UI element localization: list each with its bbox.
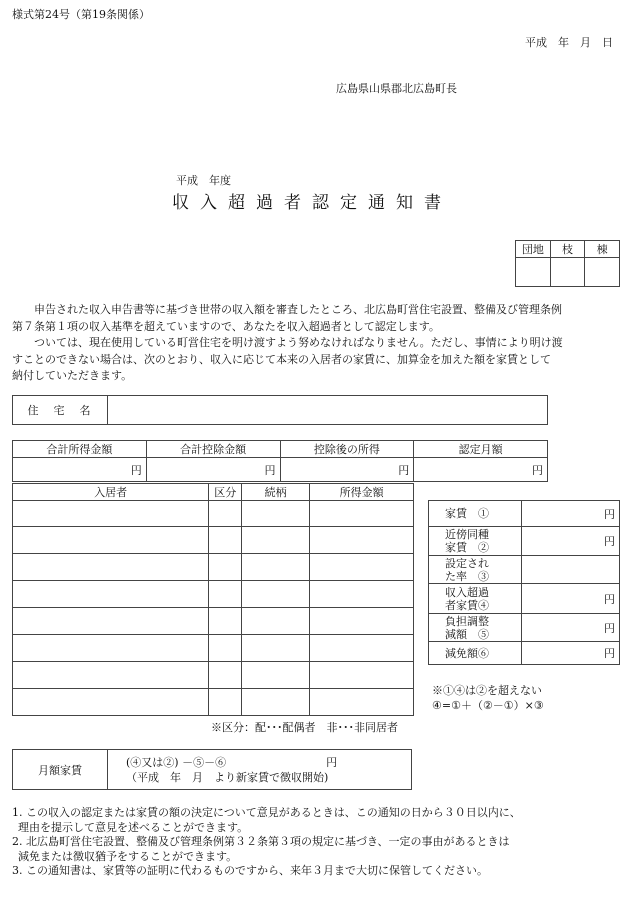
after-deduction-cell[interactable]: 円 [280,458,414,482]
resident-category-cell[interactable] [209,608,242,635]
rent-value-cell[interactable]: 円 [522,501,620,527]
income-header: 控除後の所得 [280,441,414,458]
monthly-rent-formula: (④又は②) －⑤－⑥ [126,755,227,769]
resident-category-cell[interactable] [209,635,242,662]
unit-header-mune: 棟 [585,241,620,258]
resident-header: 入居者 [13,484,209,501]
footnote-line: 理由を提示して意見を述べることができます。 [18,820,249,834]
set-rate-cell[interactable] [522,556,620,584]
resident-category-cell[interactable] [209,554,242,581]
resident-income-cell[interactable] [310,554,414,581]
body-line: 納付していただきます。 [12,369,133,382]
unit-danchi-cell[interactable] [516,258,551,287]
rent-label [429,584,522,614]
income-header: 認定月額 [414,441,548,458]
monthly-rent-note: （平成 年 月 より新家賃で徴収開始) [126,770,329,784]
rent-label-line: た率 ③ [445,569,489,583]
body-line: ついては、現在使用している町営住宅を明け渡すよう努めなければなりません。ただし、事情により明け渡 [34,336,563,349]
residence-table [12,395,548,425]
resident-table [12,483,414,716]
unit-eda-cell[interactable] [550,258,585,287]
rent-label-line: 家賃 ① [445,507,489,520]
issuer-name: 広島県山県郡北広島町長 [336,82,457,95]
monthly-rent-table [12,749,412,790]
body-line: 第７条第１項の収入基準を超えていますので、あなたを収入超過者として認定します。 [12,319,440,333]
resident-category-cell[interactable] [209,581,242,608]
income-header: 合計控除金額 [146,441,280,458]
formula-note-line: ※①④は②を超えない [432,684,542,697]
resident-name-cell[interactable] [13,501,209,527]
form-number: 様式第24号（第19条関係） [12,8,150,21]
rent-label-line: 設定され [445,556,489,570]
table-row [13,689,414,716]
resident-relation-cell[interactable] [242,554,310,581]
rent-label [429,501,522,527]
resident-category-cell[interactable] [209,527,242,554]
resident-name-cell[interactable] [13,635,209,662]
monthly-rent-label: 月額家賃 [13,750,108,790]
resident-income-cell[interactable] [310,689,414,716]
rent-label [429,527,522,556]
total-income-cell[interactable]: 円 [13,458,147,482]
resident-name-cell[interactable] [13,662,209,689]
resident-relation-cell[interactable] [242,689,310,716]
resident-relation-cell[interactable] [242,527,310,554]
formula-note-line: ④=①＋（②－①）×③ [432,699,544,712]
rent-table [428,500,620,665]
footnotes [12,806,622,879]
rent-label [429,556,522,584]
income-header: 合計所得金額 [13,441,147,458]
body-text [12,302,622,385]
residence-label: 住 宅 名 [13,396,108,425]
monthly-rent-unit: 円 [326,755,338,769]
monthly-amount-cell[interactable]: 円 [414,458,548,482]
income-table [12,440,548,482]
rent-label-line: 収入超過 [445,585,489,599]
resident-income-cell[interactable] [310,635,414,662]
resident-header: 所得金額 [310,484,414,501]
rent-label-line: 負担調整 [445,614,489,628]
table-row [13,554,414,581]
total-deduction-cell[interactable]: 円 [146,458,280,482]
monthly-rent-value-cell[interactable] [108,750,412,790]
resident-name-cell[interactable] [13,689,209,716]
table-row [13,527,414,554]
rent-label-line: 減免額⑥ [445,646,489,660]
resident-category-cell[interactable] [209,689,242,716]
resident-income-cell[interactable] [310,527,414,554]
rent-label-line: 近傍同種 [445,528,489,541]
table-row [13,635,414,662]
body-line: すことのできない場合は、次のとおり、収入に応じて本来の入居者の家賃に、加算金を加えた額を家賃として [12,352,551,366]
table-row [13,608,414,635]
category-note: ※区分：配･･･配偶者 非･･･非同居者 [211,721,398,734]
rent-label-line: 減額 ⑤ [445,627,489,641]
over-income-rent-cell[interactable]: 円 [522,584,620,614]
resident-name-cell[interactable] [13,581,209,608]
reduction-cell[interactable]: 円 [522,642,620,665]
table-row [13,581,414,608]
footnote-line: 減免または徴収猶予をすることができます。 [18,849,238,863]
resident-category-cell[interactable] [209,501,242,527]
resident-income-cell[interactable] [310,501,414,527]
unit-header-eda: 枝 [550,241,585,258]
resident-category-cell[interactable] [209,662,242,689]
issue-date: 平成 年 月 日 [525,36,613,49]
rent-label [429,614,522,642]
resident-name-cell[interactable] [13,527,209,554]
document-title: 収入超過者認定通知書 [172,193,452,213]
neighbor-rent-cell[interactable]: 円 [522,527,620,556]
rent-label-line: 者家賃④ [445,598,489,612]
burden-adjust-cell[interactable]: 円 [522,614,620,642]
table-row [13,662,414,689]
resident-relation-cell[interactable] [242,662,310,689]
unit-mune-cell[interactable] [585,258,620,287]
resident-income-cell[interactable] [310,581,414,608]
resident-header: 区分 [209,484,242,501]
resident-relation-cell[interactable] [242,581,310,608]
unit-header-danchi: 団地 [516,241,551,258]
residence-name-field[interactable] [108,396,548,425]
formula-note [432,683,544,713]
unit-table [515,240,620,287]
resident-header: 続柄 [242,484,310,501]
footnote-line: 2. 北広島町営住宅設置、整備及び管理条例第３２条第３項の規定に基づき、一定の事由があるときは [12,835,510,848]
rent-label-line: 家賃 ② [445,541,489,554]
footnote-line: 1. この収入の認定または家賃の額の決定について意見があるときは、この通知の日から３０日以内に、 [12,806,521,819]
fiscal-year-label: 平成 年度 [176,174,231,187]
resident-income-cell[interactable] [310,608,414,635]
footnote-line: 3. この通知書は、家賃等の証明に代わるものですから、来年３月まで大切に保管してください。 [12,864,488,877]
rent-label [429,642,522,665]
resident-income-cell[interactable] [310,662,414,689]
resident-relation-cell[interactable] [242,501,310,527]
resident-relation-cell[interactable] [242,635,310,662]
resident-relation-cell[interactable] [242,608,310,635]
body-line: 申告された収入申告書等に基づき世帯の収入額を審査したところ、北広島町営住宅設置、整備及び管理条例 [34,303,562,316]
table-row [13,501,414,527]
resident-name-cell[interactable] [13,608,209,635]
resident-name-cell[interactable] [13,554,209,581]
